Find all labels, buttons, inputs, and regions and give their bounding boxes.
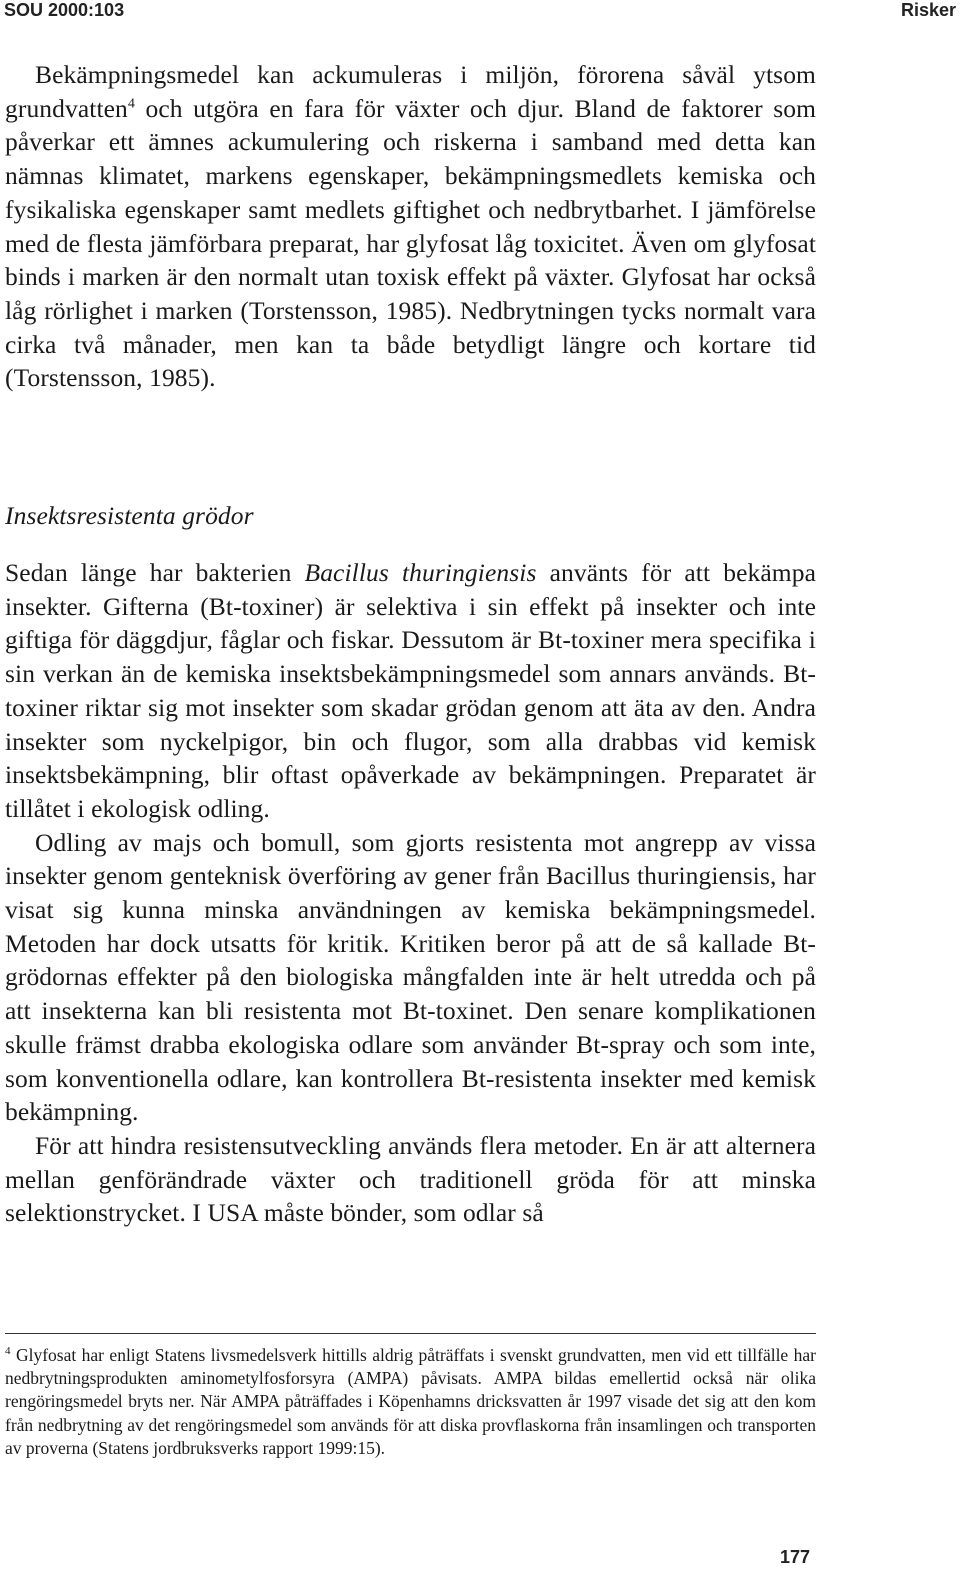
footnote-reference: 4	[127, 96, 136, 112]
paragraph-text: Bekämpningsmedel kan ackumuleras i miljön, förorena såväl ytsom grundvatten	[5, 60, 816, 123]
footnote-text: Glyfosat har enligt Statens livsmedelsverk hittills aldrig påträffats i svenskt grundvatten, men vid ett tillfälle har nedbrytningsprodukten aminometylfosforsyra (AMPA) påvisats. AMPA bildas emellertid också när olika rengöringsmedel bryts ner. När AMPA påträffades i Köpenhamns dricksvatten år 1997 visade det sig att den kom från nedbrytning av det rengöringsmedel som används för att diska provflaskorna från insamlingen och transporten av proverna (Statens jordbruksverks rapport 1999:15).	[5, 1345, 816, 1458]
section-1-body	[5, 58, 816, 395]
section-heading-wrapper	[5, 499, 816, 533]
section-heading: Insektsresistenta grödor	[5, 501, 254, 530]
page-number: 177	[780, 1547, 811, 1567]
footnote-divider	[5, 1333, 816, 1334]
paragraph-resistance: För att hindra resistensutveckling används flera metoder. En är att alternera mellan genförändrade växter och traditionell gröda för att minska selektionstrycket. I USA måste bönder, som odlar så	[5, 1130, 816, 1228]
paragraph-text: Sedan länge har bakterien	[5, 558, 305, 587]
paragraph-text: använts för att bekämpa insekter. Gifterna (Bt-toxiner) är selektiva i sin effekt på insekter och inte giftiga för däggdjur, fåglar och fiskar. Dessutom är Bt-toxiner mera specifika i sin verkan än de kemiska insektsbekämpningsmedel som annars används. Bt-toxiner riktar sig mot insekter som skadar grödan genom att äta av den. Andra insekter som nyckelpigor, bin och flugor, som alla drabbas vid kemisk insektsbekämpning, blir oftast opåverkade av bekämpningen. Preparatet är tillåtet i ekologisk odling.	[5, 558, 816, 823]
paragraph-text: och utgöra en fara för växter och djur. Bland de faktorer som påverkar ett ämnes ackumulering och riskerna i samband med detta kan nämnas klimatet, markens egenskaper, bekämpningsmedlets kemiska och fysikaliska egenskaper samt medlets giftighet och nedbrytbarhet. I jämförelse med de flesta jämförbara preparat, har glyfosat låg toxicitet. Även om glyfosat binds i marken är den normalt utan toxisk effekt på växter. Glyfosat har också låg rörlighet i marken (Torstensson, 1985). Nedbrytningen tycks normalt vara cirka två månader, men kan ta både betydligt längre och kortare tid (Torstensson, 1985).	[5, 93, 816, 393]
chapter-title: Risker	[900, 0, 956, 20]
document-reference: SOU 2000:103	[4, 0, 125, 20]
paragraph-bt-intro	[5, 556, 816, 826]
running-header	[0, 0, 960, 22]
paragraph-pesticides	[5, 58, 816, 395]
paragraph-gm-crops: Odling av majs och bomull, som gjorts resistenta mot angrepp av vissa insekter genom genteknisk överföring av gener från Bacillus thuringiensis, har visat sig kunna minska användningen av kemiska bekämpningsmedel. Metoden har dock utsatts för kritik. Kritiken beror på att de så kallade Bt-grödornas effekter på den biologiska mångfalden inte är helt utredda och på att insekterna kan bli resistenta mot Bt-toxinet. Den senare komplikationen skulle främst drabba ekologiska odlare som använder Bt-spray och som inte, som konventionella odlare, kan kontrollera Bt-resistenta insekter med kemisk bekämpning.	[5, 827, 816, 1127]
footnote	[5, 1344, 816, 1460]
section-2-body	[5, 556, 816, 1230]
species-name: Bacillus thuringiensis	[304, 558, 537, 587]
footnote-marker: 4	[5, 1345, 11, 1358]
